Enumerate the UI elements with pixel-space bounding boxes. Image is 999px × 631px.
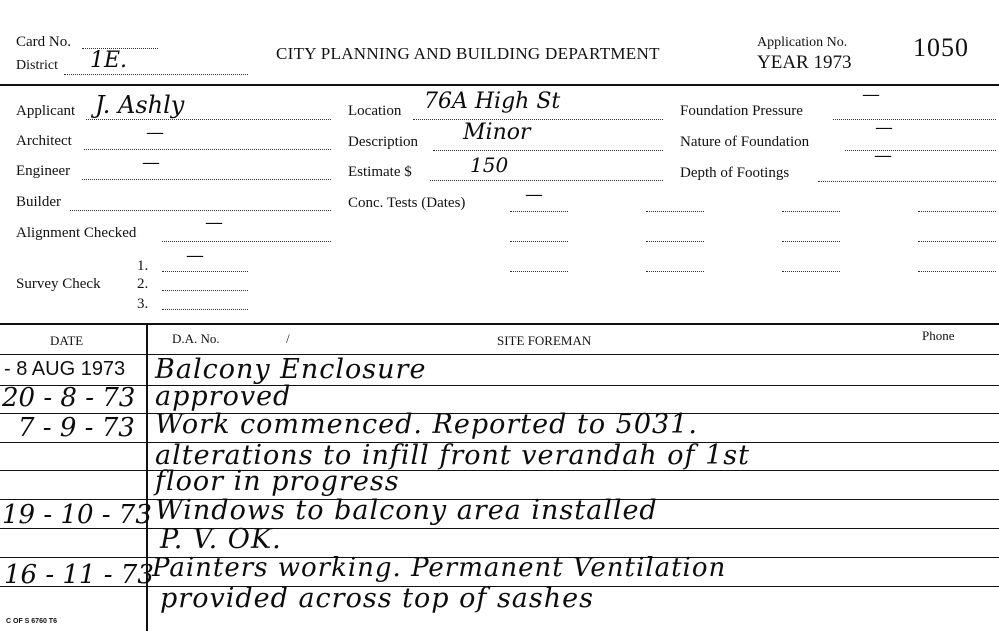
log-text-7: P. V. OK. [160,524,282,555]
engineer-label: Engineer [16,163,71,179]
log-text-5: floor in progress [155,466,400,497]
depth-of-footings-value: — [874,145,892,166]
description-label: Description [348,134,418,150]
da-slash: / [286,331,290,346]
phone-column-header: Phone [922,328,955,343]
log-date-3: 7 - 9 - 73 [18,413,135,443]
card-no-label: Card No. [16,34,71,50]
conc-tests-label: Conc. Tests (Dates) [348,195,466,211]
application-no-label: Application No. [757,35,848,50]
log-text-9: provided across top of sashes [160,583,594,614]
alignment-value: — [205,212,223,233]
estimate-value: 150 [470,153,509,177]
district-label: District [16,58,58,73]
log-text-8: Painters working. Permanent Ventilation [152,553,727,583]
alignment-checked-label: Alignment Checked [16,225,137,241]
foundation-pressure-label: Foundation Pressure [680,103,803,119]
builder-label: Builder [16,194,61,210]
survey-3-label: 3. [137,296,149,312]
survey-1-label: 1. [137,258,149,274]
log-date-5: 16 - 11 - 73 [4,560,154,590]
log-text-6: Windows to balcony area installed [155,495,658,526]
architect-value: — [146,122,164,143]
applicant-label: Applicant [16,103,76,119]
description-value: Minor [463,120,531,145]
survey-1-value: — [186,245,204,266]
site-foreman-column-header: SITE FOREMAN [497,333,592,348]
location-value: 76A High St [424,89,561,114]
log-date-2: 20 - 8 - 73 [2,383,136,413]
applicant-value: J. Ashly [95,91,185,119]
log-date-1: - 8 AUG 1973 [4,358,126,380]
architect-label: Architect [16,133,72,149]
log-text-3: Work commenced. Reported to 5031. [155,409,698,440]
engineer-value: — [142,152,160,173]
foundation-pressure-value: — [862,84,880,105]
da-no-column-header: D.A. No. [172,331,220,346]
year-label: YEAR 1973 [757,52,852,73]
survey-check-label: Survey Check [16,276,101,292]
conc-tests-value: — [525,184,543,205]
log-date-4: 19 - 10 - 73 [2,500,152,530]
district-value: 1E. [90,48,128,73]
nature-of-foundation-value: — [875,117,893,138]
application-number: 1050 [913,33,969,62]
date-column-header: DATE [50,333,84,348]
log-text-2: approved [155,381,292,412]
nature-of-foundation-label: Nature of Foundation [680,134,810,150]
form-code: C OF S 6760 T6 [6,618,57,625]
estimate-label: Estimate $ [348,164,412,180]
depth-of-footings-label: Depth of Footings [680,165,790,181]
department-title: CITY PLANNING AND BUILDING DEPARTMENT [276,44,660,63]
log-text-4: alterations to infill front verandah of 1st [155,440,750,471]
survey-2-label: 2. [137,276,149,292]
log-text-1: Balcony Enclosure [155,354,427,385]
location-label: Location [348,103,402,119]
